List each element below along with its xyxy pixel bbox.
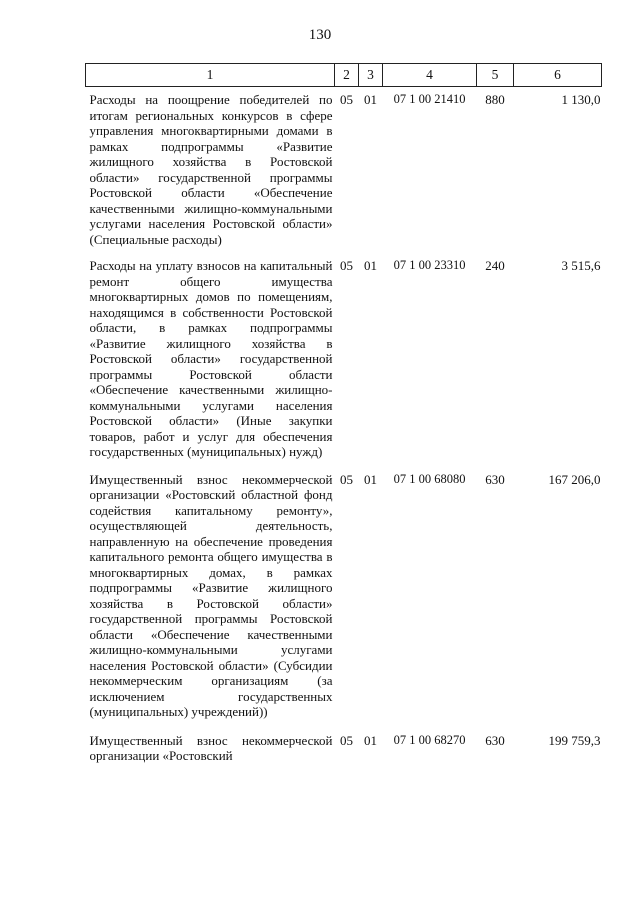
- section-code: 05: [340, 732, 353, 748]
- amount: 1 130,0: [561, 92, 601, 107]
- expense-name: Расходы на уплату взносов на капитальный ремонт общего имущества многоквартирных домов по помещениям, находящимся в собственности Ростовской области, в рамках подпрограммы «Развитие жилищного хозяйства в Ростовской области» государственной программы Ростовской области «Обеспечение качественными жилищно-коммунальными услугами населения Ростовской области» (Иные закупки товаров, работ и услуг для обеспечения государственных (муниципальных) нужд): [89, 258, 333, 459]
- header-row: [86, 64, 602, 87]
- table-row: [86, 254, 602, 468]
- section-code: 05: [340, 92, 353, 107]
- table-row: [86, 729, 602, 764]
- expense-type-code: 240: [485, 258, 505, 273]
- expense-type-code: 630: [485, 732, 505, 748]
- table-row: [86, 468, 602, 729]
- header-col-5: 5: [477, 64, 514, 87]
- expense-type-code: 880: [485, 92, 505, 107]
- target-article-code: 07 1 00 68270: [393, 732, 466, 747]
- page-number: 130: [308, 27, 332, 43]
- subsection-code: 01: [364, 471, 377, 487]
- target-article-code: 07 1 00 68080: [393, 471, 466, 486]
- header-col-4: 4: [383, 64, 477, 87]
- expense-name: Имущественный взнос некоммерческой организации «Ростовский областной фонд содействия капитальному ремонту», осуществляющей деятельность, направленную на обеспечение проведения капитального ремонта общего имущества в многоквартирных домах, в рамках подпрограммы «Развитие жилищного хозяйства в Ростовской области» государственной программы Ростовской области «Обеспечение качественными жилищно-коммунальными услугами населения Ростовской области» (Субсидии некоммерческим организациям (за исключением государственных (муниципальных) учреждений)): [89, 471, 333, 719]
- subsection-code: 01: [364, 258, 377, 273]
- budget-table: [85, 63, 602, 764]
- expense-type-code: 630: [485, 471, 505, 487]
- target-article-code: 07 1 00 23310: [393, 258, 466, 272]
- expense-name: Расходы на поощрение победителей по итогам региональных конкурсов в сфере управления многоквартирными домами в рамках подпрограммы «Развитие жилищного хозяйства в Ростовской области» государственной программы Ростовской области «Обеспечение качественными жилищно-коммунальными услугами населения Ростовской области» (Специальные расходы): [89, 92, 333, 247]
- table-header: [86, 64, 602, 87]
- expense-name: Имущественный взнос некоммерческой организации «Ростовский: [89, 732, 333, 763]
- section-code: 05: [340, 471, 353, 487]
- amount: 167 206,0: [548, 471, 601, 487]
- amount: 199 759,3: [548, 732, 601, 748]
- table-row: [86, 87, 602, 255]
- subsection-code: 01: [364, 92, 377, 107]
- header-col-2: 2: [335, 64, 359, 87]
- target-article-code: 07 1 00 21410: [393, 92, 466, 106]
- header-col-3: 3: [359, 64, 383, 87]
- section-code: 05: [340, 258, 353, 273]
- amount: 3 515,6: [561, 258, 601, 273]
- header-col-1: 1: [86, 64, 335, 87]
- header-col-6: 6: [514, 64, 602, 87]
- subsection-code: 01: [364, 732, 377, 748]
- table-body: [86, 87, 602, 764]
